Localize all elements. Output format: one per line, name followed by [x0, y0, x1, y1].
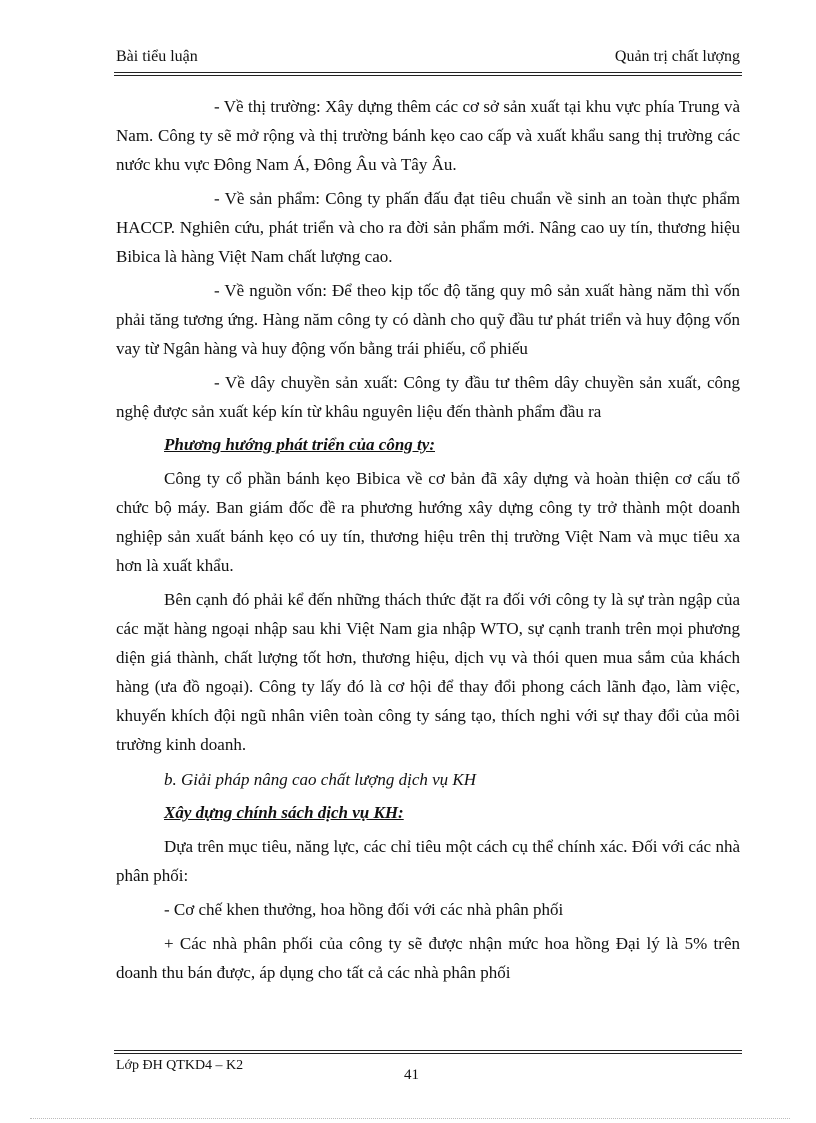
paragraph-production-line: - Về dây chuyền sản xuất: Công ty đầu tư thêm dây chuyền sản xuất, công nghệ được sản xuất kép kín từ khâu nguyên liệu đến thành phẩm đầu ra: [116, 373, 740, 421]
paragraph-capital: - Về nguồn vốn: Để theo kịp tốc độ tăng quy mô sản xuất hàng năm thì vốn phải tăng tương ứng. Hàng năm công ty có dành cho quỹ đầu tư phát triển và huy động vốn vay từ Ngân hàng và huy động vốn bằng trái phiếu, cổ phiếu: [116, 281, 740, 358]
page-number: 41: [404, 1067, 419, 1083]
paragraph-challenges: Bên cạnh đó phải kể đến những thách thức đặt ra đối với công ty là sự tràn ngập của các mặt hàng ngoại nhập sau khi Việt Nam gia nhập WTO, sự cạnh tranh trên mọi phương diện giá thành, chất lượng tốt hơn, thương hiệu, dịch vụ và thói quen mua sắm của khách hàng (ưa đồ ngoại). Công ty lấy đó là cơ hội để thay đổi phong cách lãnh đạo, làm việc, khuyến khích đội ngũ nhân viên toàn công ty sáng tạo, thích nghi với sự thay đổi của môi trường kinh doanh.: [116, 590, 740, 754]
paragraph-commission: + Các nhà phân phối của công ty sẽ được nhận mức hoa hồng Đại lý là 5% trên doanh thu bán được, áp dụng cho tất cả các nhà phân phối: [116, 934, 740, 982]
footer-class-label: Lớp ĐH QTKD4 – K2: [116, 1058, 244, 1073]
section-heading-policy: Xây dựng chính sách dịch vụ KH:: [164, 803, 404, 822]
paragraph-company-overview: Công ty cổ phần bánh kẹo Bibica về cơ bản đã xây dựng và hoàn thiện cơ cấu tổ chức bộ máy. Ban giám đốc đề ra phương hướng xây dựng công ty trở thành một doanh nghiệp sản xuất bánh kẹo có uy tín, thương hiệu trên thị trường Việt Nam và mục tiêu xa hơn là xuất khẩu.: [116, 469, 740, 575]
header-doc-type: Bài tiểu luận: [116, 48, 198, 65]
paragraph-product: - Về sản phẩm: Công ty phấn đấu đạt tiêu chuẩn về sinh an toàn thực phẩm HACCP. Nghiên cứu, phát triển và cho ra đời sản phẩm mới. Nâng cao uy tín, thương hiệu Bibica là hàng Việt Nam chất lượng cao.: [116, 189, 740, 266]
paragraph-market: - Về thị trường: Xây dựng thêm các cơ sở sản xuất tại khu vực phía Trung và Nam. Công ty sẽ mở rộng và thị trường bánh kẹo cao cấp và xuất khẩu sang thị trường các nước khu vực Đông Nam Á, Đông Âu và Tây Âu.: [116, 97, 740, 174]
paragraph-reward-mechanism: - Cơ chế khen thưởng, hoa hồng đối với các nhà phân phối: [164, 900, 564, 919]
page-bottom-border: [30, 1118, 790, 1119]
header-divider: [114, 72, 742, 76]
section-heading-development: Phương hướng phát triển của công ty:: [164, 435, 435, 454]
paragraph-basis: Dựa trên mục tiêu, năng lực, các chỉ tiêu một cách cụ thể chính xác. Đối với các nhà phân phối:: [116, 837, 740, 885]
header-subject: Quản trị chất lượng: [614, 48, 740, 65]
page-content: [116, 92, 740, 987]
footer-divider: [114, 1050, 742, 1054]
subsection-heading-solutions: b. Giải pháp nâng cao chất lượng dịch vụ KH: [164, 770, 477, 789]
page-header: [116, 48, 740, 70]
